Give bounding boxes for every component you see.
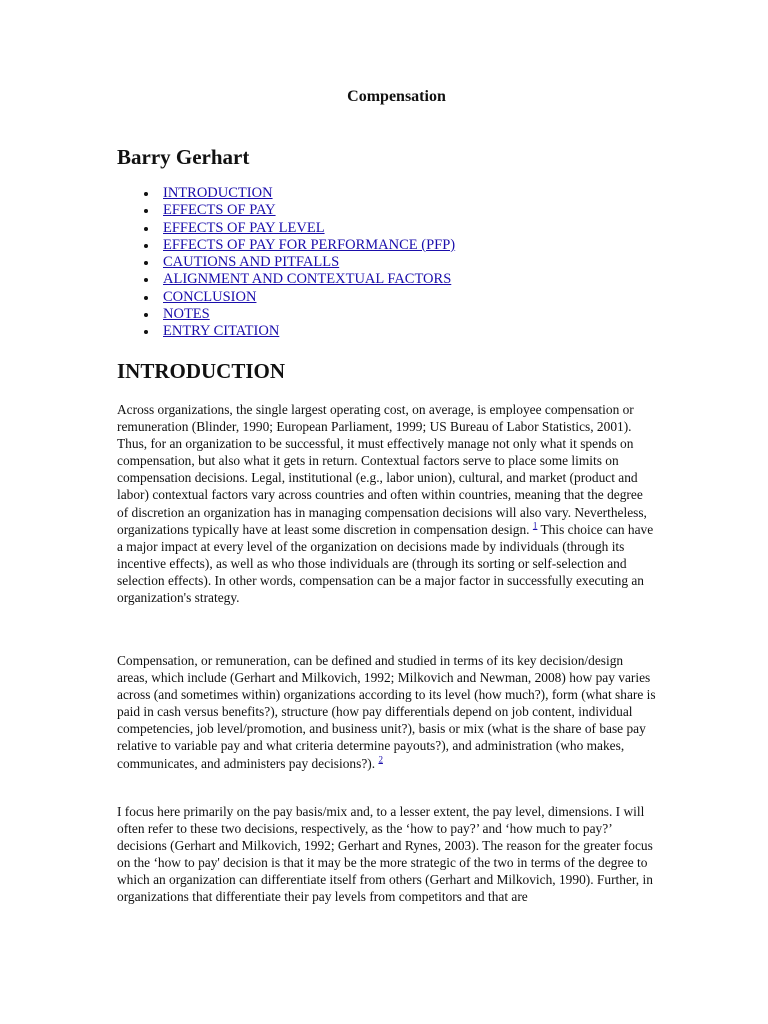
toc-item [163,220,455,237]
paragraph-2-text: Compensation, or remuneration, can be defined and studied in terms of its key decision/design areas, which include (Gerhart and Milkovich, 1992; Milkovich and Newman, 2008) how pay varies across (and sometimes within) organizations according to its level (how much?), form (what share is paid in cash versus benefits?), structure (how pay differentials depend on job content, individual competencies, job level/promotion, and business unit?), basis or mix (what is the share of base pay relative to variable pay and what criteria determine payouts?), and administration (who makes, communicates, and administers pay decisions?). [117,653,656,771]
toc-link-introduction[interactable]: INTRODUCTION [163,185,273,201]
toc-link-effects-of-pay-level[interactable]: EFFECTS OF PAY LEVEL [163,219,325,236]
table-of-contents [117,185,455,341]
toc-link-effects-of-pfp[interactable]: EFFECTS OF PAY FOR PERFORMANCE (PFP) [163,236,456,253]
section-heading-introduction: INTRODUCTION [117,359,286,383]
toc-item [163,271,455,288]
toc-item [163,254,455,271]
toc-link-entry-citation[interactable]: ENTRY CITATION [163,323,280,340]
paragraph-1 [117,401,657,606]
toc-link-notes[interactable]: NOTES [163,306,210,323]
paragraph-1-text-a: Across organizations, the single largest operating cost, on average, is employee compensation or remuneration (Blinder, 1990; European Parliament, 1999; US Bureau of Labor Statistics, 2001). Thus, for an organization to be successful, it must effectively manage not only what it spends on compensation, but also what it gets in return. Contextual factors serve to place some limits on compensation decisions. Legal, institutional (e.g., labor union), cultural, and market (product and labor) contextual factors vary across countries and often within countries, meaning that the degree of discretion an organization has in managing compensation decisions will also vary. Nevertheless, organizations typically have at least some discretion in compensation design. [117,402,647,537]
toc-link-effects-of-pay[interactable]: EFFECTS OF PAY [163,202,276,219]
toc-link-conclusion[interactable]: CONCLUSION [163,288,257,305]
toc-item [163,323,455,340]
toc-item [163,202,455,219]
toc-item [163,185,455,202]
paragraph-1-text-b: This choice can have a major impact at every level of the organization on decisions made by individuals (through its incentive effects), as well as who those individuals are (through its sorting or self-selection and selection effects). In other words, compensation can be a major factor in successfully executing an organization's strategy. [117,521,654,606]
footnote-link-1[interactable]: 1 [532,520,538,531]
document-title: Compensation [347,88,446,105]
author-name: Barry Gerhart [117,145,250,169]
paragraph-2 [117,652,657,772]
toc-item [163,289,455,306]
toc-item [163,237,455,254]
footnote-link-2[interactable]: 2 [378,754,383,765]
toc-link-alignment[interactable]: ALIGNMENT AND CONTEXTUAL FACTORS [163,271,452,288]
toc-item [163,306,455,323]
toc-link-cautions-and-pitfalls[interactable]: CAUTIONS AND PITFALLS [163,254,340,271]
paragraph-3: I focus here primarily on the pay basis/mix and, to a lesser extent, the pay level, dimensions. I will often refer to these two decisions, respectively, as the ‘how to pay?’ and ‘how much to pay?’ decisions (Gerhart and Milkovich, 1992; Gerhart and Rynes, 2003). The reason for the greater focus on the ‘how to pay' decision is that it may be the more strategic of the two in terms of the degree to which an organization can differentiate itself from others (Gerhart and Milkovich, 1990). Further, in organizations that differentiate their pay levels from competitors and that are [117,804,653,905]
